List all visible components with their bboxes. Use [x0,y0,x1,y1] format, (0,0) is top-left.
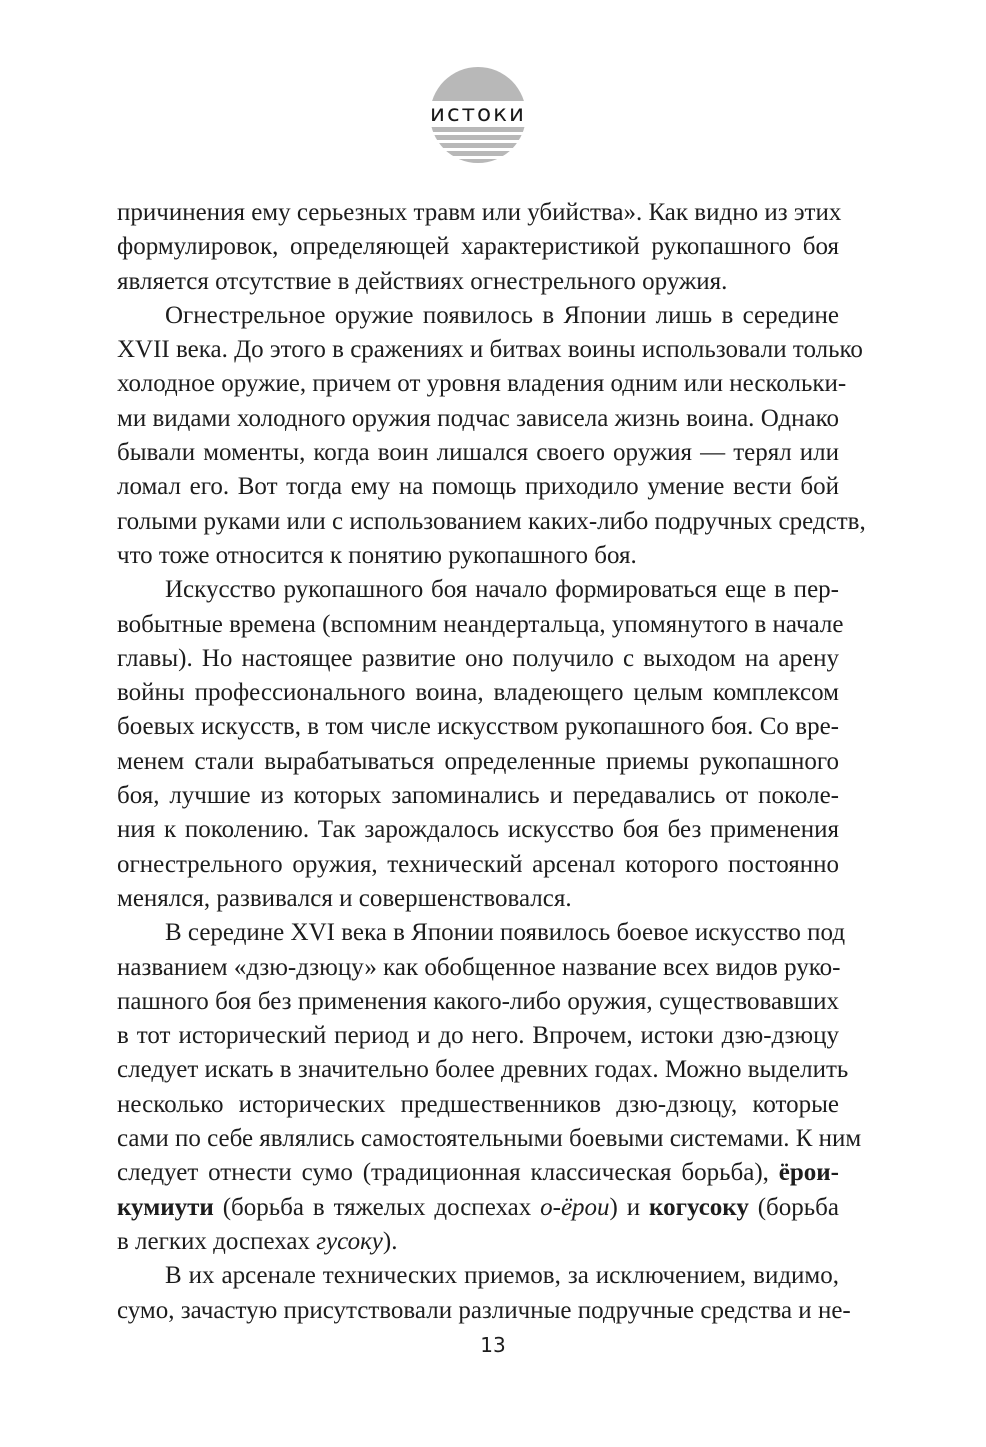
text-fragment: (борьба в тяжелых доспехах [213,1193,541,1221]
text-line: вобытные времена (вспомним неандертальца, упомянутого в начале [117,610,844,638]
text-line: причинения ему серьезных травм или убийства». Как видно из этих [117,199,842,226]
text-line: В середине XVI века в Японии появилось боевое искусство под [165,919,846,947]
text-line: пашного боя без применения какого-либо оружия, существовавших [117,987,839,1015]
text-line: менем стали вырабатываться определенные приемы рукопашного [117,747,839,775]
text-line: менялся, развивался и совершенствовался. [117,884,572,912]
text-line: сумо, зачастую присутствовали различные подручные средства и не- [117,1296,851,1324]
text-fragment: (борьба [748,1193,839,1221]
text-line: Огнестрельное оружие появилось в Японии лишь в середине [165,301,839,329]
body-text [117,196,866,1328]
section-emblem [419,65,537,165]
text-line: несколько исторических предшественников дзю-дзюцу, которые [117,1090,839,1118]
term-bold: кумиути [117,1193,214,1221]
text-line-with-term [117,1191,839,1225]
text-line: является отсутствие в действиях огнестрельного оружия. [117,267,728,295]
text-fragment: ) и [609,1193,650,1221]
text-line: XVII века. До этого в сражениях и битвах воины использовали только [117,336,863,364]
text-line: названием «дзю-дзюцу» как обобщенное название всех видов руко- [117,953,841,981]
text-line: войны профессионального воина, владеющего целым комплексом [117,679,839,707]
text-fragment: следует отнести сумо (традиционная классическая борьба), [117,1159,779,1187]
text-line: голыми руками или с использованием каких-либо подручных средств, [117,507,866,535]
text-line: в тот исторический период и до него. Впрочем, истоки дзю-дзюцу [117,1022,839,1050]
text-line: Искусство рукопашного боя начало формироваться еще в пер- [165,576,839,604]
text-line: бывали моменты, когда воин лишался своего оружия — терял или [117,439,839,467]
text-line: В их арсенале технических приемов, за исключением, видимо, [165,1262,839,1290]
term-bold: когусоку [649,1193,749,1221]
term-italic: гусоку [316,1227,383,1255]
text-line: формулировок, определяющей характеристикой рукопашного боя [117,233,839,261]
text-fragment: в легких доспехах [117,1227,317,1255]
text-line: огнестрельного оружия, технический арсенал которого постоянно [117,850,839,878]
page-number: 13 [480,1333,506,1357]
text-line: ломал его. Вот тогда ему на помощь приходило умение вести бой [117,473,839,501]
text-line: ния к поколению. Так зарождалось искусство боя без применения [117,816,839,844]
text-line: боя, лучшие из которых запоминались и передавались от поколе- [117,782,839,810]
text-line: главы). Но настоящее развитие оно получило с выходом на арену [117,644,839,672]
text-line: боевых искусств, в том числе искусством рукопашного боя. Со вре- [117,713,839,741]
text-line: холодное оружие, причем от уровня владения одним или нескольки- [117,370,847,398]
text-line-with-term [117,1156,839,1190]
section-title: истоки [430,101,526,127]
text-line: ми видами холодного оружия подчас зависела жизнь воина. Однако [117,404,839,432]
text-line: сами по себе являлись самостоятельными боевыми системами. К ним [117,1125,862,1153]
text-line-with-term [117,1225,839,1259]
text-fragment: ). [382,1227,398,1255]
term-bold: ёрои- [778,1159,839,1187]
term-italic: о-ёрои [540,1193,610,1221]
text-line: следует искать в значительно более древних годах. Можно выделить [117,1056,849,1084]
text-line: что тоже относится к понятию рукопашного боя. [117,541,637,569]
